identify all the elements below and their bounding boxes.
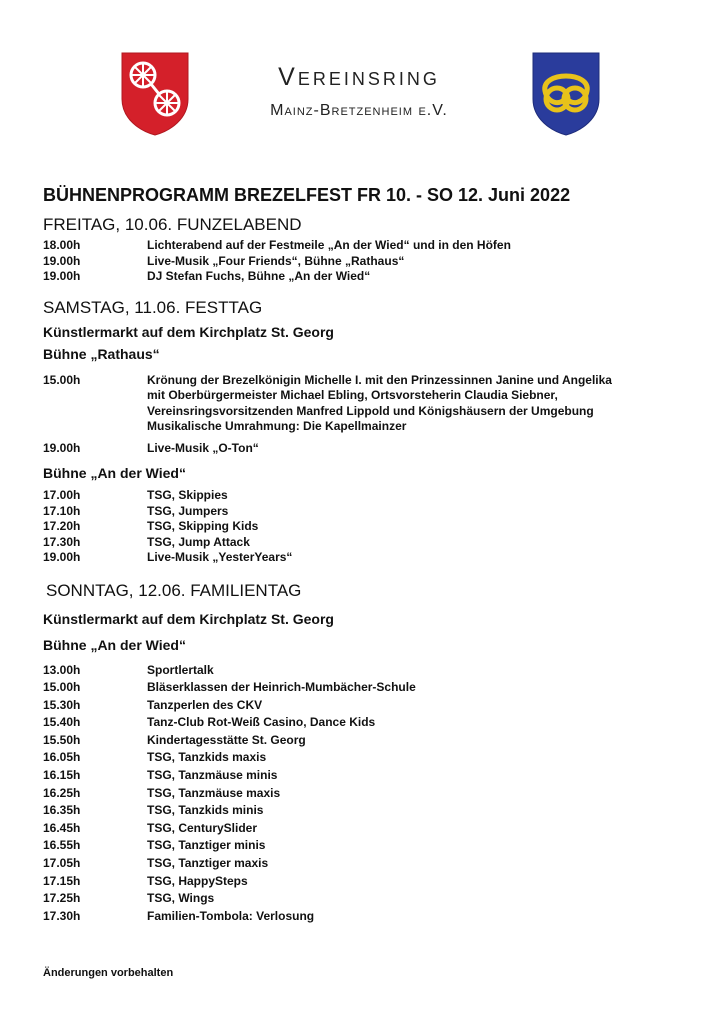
event-desc: Lichterabend auf der Festmeile „An der Wied“ und in den Höfen	[147, 238, 511, 252]
saturday-market: Künstlermarkt auf dem Kirchplatz St. Georg	[43, 323, 334, 340]
saturday-heading: SAMSTAG, 11.06. FESTTAG	[43, 297, 263, 317]
event-time: 15.00h	[43, 680, 81, 695]
event-time: 16.45h	[43, 820, 81, 835]
event-row	[43, 269, 693, 285]
event-row	[43, 820, 693, 838]
event-row	[43, 697, 693, 715]
event-desc: Tanzperlen des CKV	[147, 697, 263, 712]
event-desc: TSG, Tanzkids minis	[147, 803, 264, 818]
event-time: 16.05h	[43, 750, 81, 765]
header	[0, 0, 724, 150]
event-desc: TSG, Tanztiger maxis	[147, 856, 269, 871]
friday-events	[43, 238, 693, 285]
event-desc: Live-Musik „YesterYears“	[147, 550, 293, 564]
event-row	[43, 785, 693, 803]
mainz-wheels-shield-icon	[120, 51, 190, 137]
event-desc: TSG, Skippies	[147, 488, 228, 502]
event-time: 17.15h	[43, 873, 81, 888]
event-desc: TSG, Jumpers	[147, 503, 229, 518]
friday-heading: FREITAG, 10.06. FUNZELABEND	[43, 215, 302, 234]
event-row	[43, 679, 693, 697]
event-desc: Kindertagesstätte St. Georg	[147, 732, 306, 747]
event-desc: TSG, Tanzmäuse maxis	[147, 785, 281, 800]
event-row	[43, 519, 693, 535]
event-row	[43, 238, 693, 254]
sunday-market: Künstlermarkt auf dem Kirchplatz St. Georg	[43, 610, 334, 627]
event-desc: TSG, Tanzkids maxis	[147, 750, 267, 765]
org-subtitle: Mainz-Bretzenheim e.V.	[270, 102, 448, 119]
event-time: 16.55h	[43, 838, 81, 853]
event-time: 17.30h	[43, 908, 81, 923]
event-desc: Tanz-Club Rot-Weiß Casino, Dance Kids	[147, 715, 376, 730]
event-time: 17.25h	[43, 891, 81, 906]
event-time: 15.30h	[43, 697, 81, 712]
saturday-stage-rathaus: Bühne „Rathaus“	[43, 345, 160, 362]
program-content	[43, 178, 693, 925]
event-time: 15.00h	[43, 372, 81, 387]
event-time: 17.05h	[43, 856, 81, 871]
event-row	[43, 732, 693, 750]
event-desc: TSG, Skipping Kids	[147, 519, 259, 533]
event-row	[43, 662, 693, 680]
pretzel-shield-icon	[531, 51, 601, 137]
event-time: 17.10h	[43, 503, 81, 518]
event-time: 15.40h	[43, 715, 81, 730]
sunday-events	[43, 662, 693, 926]
event-row	[43, 802, 693, 820]
saturday-stage-wied: Bühne „An der Wied“	[43, 465, 186, 481]
page-title: BÜHNENPROGRAMM BREZELFEST FR 10. - SO 12. Juni 2022	[43, 185, 571, 205]
event-row	[43, 855, 693, 873]
event-row	[43, 441, 693, 457]
event-time: 17.00h	[43, 488, 81, 502]
event-desc: Live-Musik „O-Ton“	[147, 440, 259, 455]
event-time: 19.00h	[43, 253, 81, 268]
event-desc: TSG, Tanztiger minis	[147, 838, 266, 853]
sunday-stage-wied: Bühne „An der Wied“	[43, 636, 186, 653]
event-row	[43, 714, 693, 732]
org-name: Vereinsring	[278, 63, 440, 91]
event-row	[43, 767, 693, 785]
event-row	[43, 749, 693, 767]
event-desc: TSG, Tanzmäuse minis	[147, 768, 278, 783]
event-time: 15.50h	[43, 732, 81, 747]
footer-note: Änderungen vorbehalten	[43, 967, 174, 979]
event-desc: TSG, CenturySlider	[147, 820, 258, 835]
event-time: 17.20h	[43, 519, 81, 533]
event-time: 16.15h	[43, 768, 81, 783]
event-desc: TSG, Wings	[147, 891, 215, 906]
event-time: 19.00h	[43, 550, 81, 564]
event-time: 17.30h	[43, 534, 81, 549]
event-row	[43, 837, 693, 855]
event-row	[43, 254, 693, 270]
event-row	[43, 873, 693, 891]
event-desc: Live-Musik „Four Friends“, Bühne „Rathaus“	[147, 253, 405, 268]
event-time: 16.25h	[43, 785, 81, 800]
event-row	[43, 908, 693, 926]
event-desc: Krönung der Brezelkönigin Michelle I. mit den Prinzessinnen Janine und Angelika mit Oberbürgermeister Michael Ebling, Ortsvorsteherin Claudia Siebner, Vereinsringsvorsitzenden Manfred Lippold und Königshäusern der Umgebung Musikalische Umrahmung: Die Kapellmainzer	[147, 372, 612, 433]
event-row	[43, 488, 693, 504]
event-row	[43, 550, 693, 566]
event-desc: Sportlertalk	[147, 662, 214, 677]
event-desc: Familien-Tombola: Verlosung	[147, 908, 315, 923]
event-time: 19.00h	[43, 269, 81, 283]
event-row	[43, 535, 693, 551]
event-row	[43, 373, 693, 435]
event-time: 16.35h	[43, 803, 81, 818]
event-row	[43, 890, 693, 908]
event-desc: TSG, HappySteps	[147, 873, 248, 888]
event-desc: TSG, Jump Attack	[147, 534, 250, 549]
event-desc: DJ Stefan Fuchs, Bühne „An der Wied“	[147, 269, 371, 283]
event-row	[43, 504, 693, 520]
sunday-heading: SONNTAG, 12.06. FAMILIENTAG	[46, 580, 302, 600]
event-time: 19.00h	[43, 440, 81, 455]
event-desc: Bläserklassen der Heinrich-Mumbächer-Schule	[147, 680, 416, 695]
event-time: 18.00h	[43, 238, 81, 252]
event-time: 13.00h	[43, 662, 81, 677]
